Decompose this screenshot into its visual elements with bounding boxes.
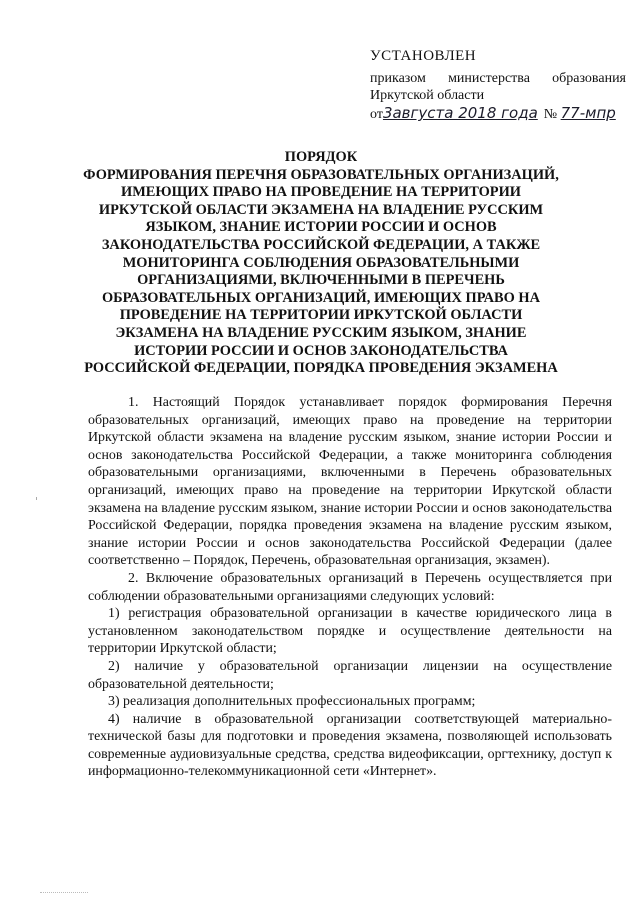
approval-stamp bbox=[370, 48, 626, 123]
handwritten-order-number: 77-мпр bbox=[560, 104, 616, 122]
footnote-rule bbox=[40, 892, 88, 894]
paragraph-1: 1. Настоящий Порядок устанавливает порядок формирования Перечня образовательных организаций, имеющих право на проведение на территории Иркутской области экзамена на владение русским языком, знание истории России и основ законодательства Российской Федерации, а также мониторинга соблюдения образовательными организациями, включенными в Перечень образовательных организаций, имеющих право на проведение на территории Иркутской области экзамена на владение русским языком, знание истории России и основ законодательства Российской Федерации, порядка проведения экзамена на владение русским языком, знание истории России и основ законодательства Российской Федерации (далее соответственно – Порядок, Перечень, образовательная организация, экзамен). bbox=[88, 395, 612, 569]
condition-1: 1) регистрация образовательной организации в качестве юридического лица в установленном законодательством порядке и осуществление деятельности на территории Иркутской области; bbox=[88, 606, 612, 657]
margin-mark bbox=[36, 497, 37, 500]
document-title bbox=[82, 149, 560, 378]
condition-2: 2) наличие у образовательной организации лицензии на осуществление образовательной деятельности; bbox=[88, 658, 612, 692]
paragraph-2: 2. Включение образовательных организаций в Перечень осуществляется при соблюдении образовательными организациями следующих условий: bbox=[88, 570, 612, 604]
approval-line-1: приказом министерства образования bbox=[370, 71, 626, 86]
condition-3: 3) реализация дополнительных профессиональных программ; bbox=[108, 694, 476, 710]
approval-date-prefix: от bbox=[370, 107, 383, 122]
document-body bbox=[88, 394, 612, 781]
title-heading: ПОРЯДОК bbox=[284, 149, 358, 165]
condition-4: 4) наличие в образовательной организации соответствующей материально-технической базы для подготовки и проведения экзамена, позволяющей использовать современные аудиовизуальные средства, средства видеофиксации, оргтехнику, доступ к информационно-телекоммуникационной сети «Интернет». bbox=[88, 711, 612, 780]
title-text: ФОРМИРОВАНИЯ ПЕРЕЧНЯ ОБРАЗОВАТЕЛЬНЫХ ОРГАНИЗАЦИЙ, ИМЕЮЩИХ ПРАВО НА ПРОВЕДЕНИЕ НА ТЕРРИТОРИИ ИРКУТСКОЙ ОБЛАСТИ ЭКЗАМЕНА НА ВЛАДЕНИЕ РУССКИМ ЯЗЫКОМ, ЗНАНИЕ ИСТОРИИ РОССИИ И ОСНОВ ЗАКОНОДАТЕЛЬСТВА РОССИЙСКОЙ ФЕДЕРАЦИИ, А ТАКЖЕ МОНИТОРИНГА СОБЛЮДЕНИЯ ОБРАЗОВАТЕЛЬНЫМИ ОРГАНИЗАЦИЯМИ, ВКЛЮЧЕННЫМИ В ПЕРЕЧЕНЬ ОБРАЗОВАТЕЛЬНЫХ ОРГАНИЗАЦИЙ, ИМЕЮЩИХ ПРАВО НА ПРОВЕДЕНИЕ НА ТЕРРИТОРИИ ИРКУТСКОЙ ОБЛАСТИ ЭКЗАМЕНА НА ВЛАДЕНИЕ РУССКИМ ЯЗЫКОМ, ЗНАНИЕ ИСТОРИИ РОССИИ И ОСНОВ ЗАКОНОДАТЕЛЬСТВА РОССИЙСКОЙ ФЕДЕРАЦИИ, ПОРЯДКА ПРОВЕДЕНИЯ ЭКЗАМЕНА bbox=[83, 166, 559, 377]
approval-heading: УСТАНОВЛЕН bbox=[370, 48, 477, 64]
approval-line-2: Иркутской области bbox=[370, 88, 485, 103]
handwritten-date: 3августа 2018 года bbox=[382, 104, 538, 122]
approval-signature-line bbox=[370, 105, 626, 123]
approval-number-sign: № bbox=[543, 107, 558, 122]
